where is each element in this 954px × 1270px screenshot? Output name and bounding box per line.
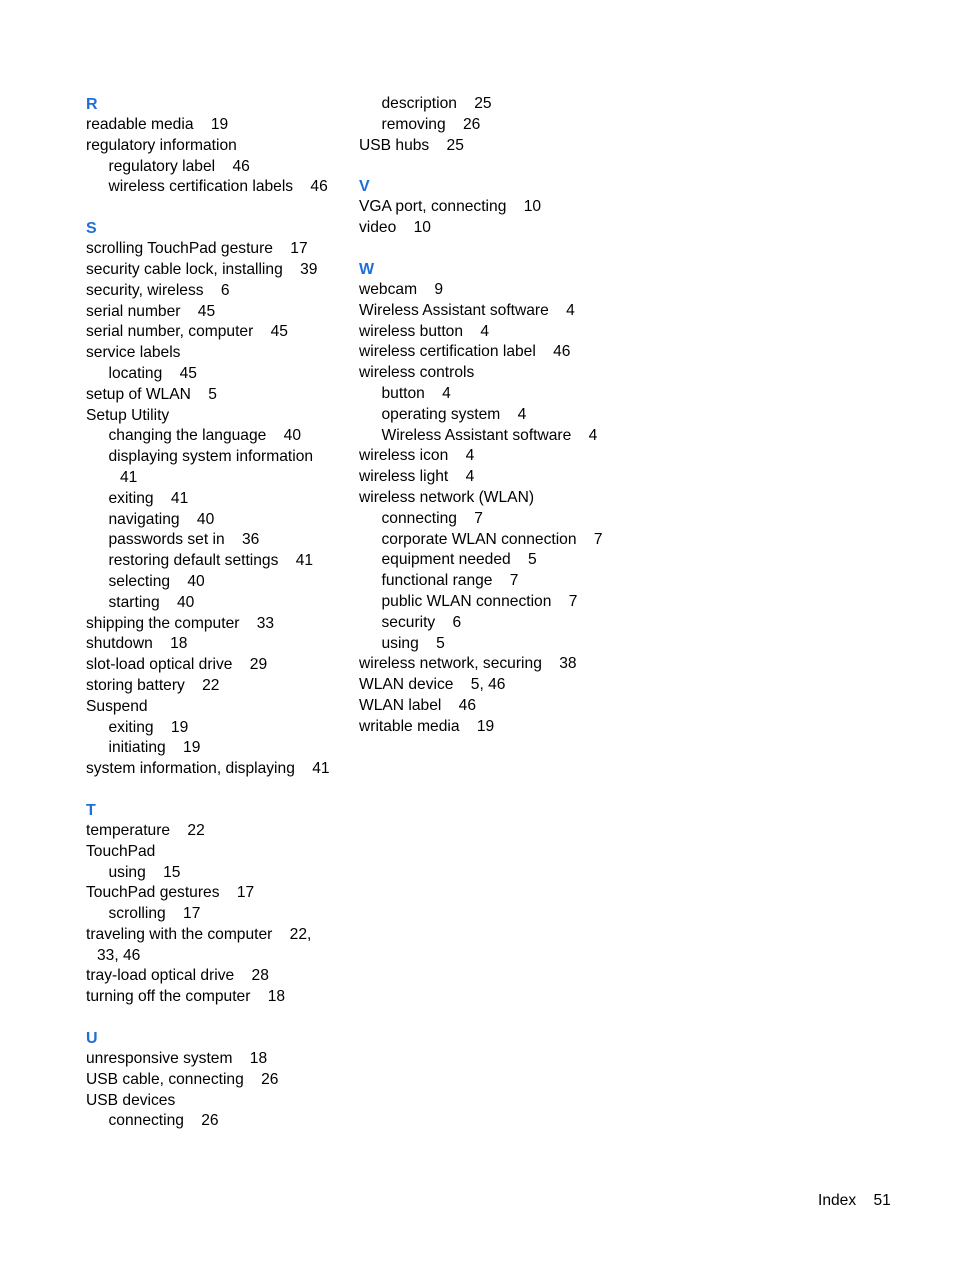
- section-letter-heading: S: [86, 220, 97, 238]
- index-subentry: public WLAN connection 7: [381, 592, 578, 610]
- index-entry: shutdown 18: [86, 635, 188, 653]
- index-entry: TouchPad: [86, 842, 156, 860]
- index-subentry: using 5: [381, 634, 445, 652]
- section-letter-heading: U: [86, 1030, 98, 1048]
- index-subentry: operating system 4: [381, 405, 527, 423]
- index-subentry: Wireless Assistant software 4: [381, 426, 598, 444]
- index-entry: security cable lock, installing 39: [86, 260, 318, 278]
- index-entry: storing battery 22: [86, 676, 220, 694]
- index-entry: serial number 45: [86, 302, 216, 320]
- index-entry: security, wireless 6: [86, 281, 230, 299]
- index-subentry: changing the language 40: [108, 427, 301, 445]
- index-entry: video 10: [359, 219, 431, 237]
- index-entry: tray-load optical drive 28: [86, 967, 269, 985]
- section-letter-heading: W: [359, 260, 375, 278]
- index-subentry: description 25: [381, 95, 492, 112]
- index-entry: 33, 46: [97, 946, 141, 964]
- page-number: 51: [873, 1192, 891, 1209]
- index-subentry: locating 45: [108, 364, 197, 382]
- index-section: [359, 176, 621, 239]
- index-entry: wireless icon 4: [359, 447, 475, 465]
- index-entry: serial number, computer 45: [86, 323, 288, 341]
- index-entry: USB cable, connecting 26: [86, 1070, 279, 1088]
- index-entry: slot-load optical drive 29: [86, 656, 268, 674]
- index-entry: service labels: [86, 344, 181, 362]
- index-subentry: security 6: [381, 613, 462, 631]
- section-letter-heading: R: [86, 96, 98, 113]
- index-subentry: restoring default settings 41: [108, 552, 314, 570]
- index-entry: traveling with the computer 22,: [86, 925, 312, 943]
- index-section: [359, 259, 621, 738]
- index-subentry: removing 26: [381, 115, 481, 133]
- index-entry: USB devices: [86, 1091, 176, 1109]
- index-subentry: scrolling 17: [108, 905, 201, 923]
- index-entry: wireless network, securing 38: [359, 655, 577, 673]
- footer-label: Index: [818, 1192, 857, 1209]
- index-entry: Setup Utility: [86, 406, 170, 424]
- index-subentry: using 15: [108, 863, 181, 881]
- index-subentry: passwords set in 36: [108, 531, 260, 549]
- index-subentry: button 4: [381, 384, 451, 402]
- index-section: [86, 94, 348, 198]
- index-subentry: exiting 19: [108, 718, 189, 736]
- index-subentry: regulatory label 46: [108, 157, 250, 175]
- index-entry: wireless light 4: [359, 468, 475, 486]
- index-subentry: connecting 26: [108, 1112, 219, 1130]
- index-section: [86, 218, 348, 780]
- index-entry: wireless controls: [359, 364, 475, 382]
- index-entry: temperature 22: [86, 821, 205, 839]
- section-letter-heading: V: [359, 178, 370, 196]
- index-entry: Suspend: [86, 697, 148, 715]
- index-entry: USB hubs 25: [359, 136, 464, 154]
- index-entry: webcam 9: [359, 280, 444, 298]
- index-entry: scrolling TouchPad gesture 17: [86, 240, 308, 258]
- index-section: [86, 1028, 348, 1132]
- index-subentry: 41: [120, 468, 138, 486]
- index-column-right: [359, 94, 621, 758]
- index-entry: turning off the computer 18: [86, 988, 286, 1006]
- index-subentry: initiating 19: [108, 739, 201, 757]
- index-subentry: displaying system information: [108, 448, 314, 466]
- index-entry: setup of WLAN 5: [86, 385, 217, 403]
- index-subentry: navigating 40: [108, 510, 215, 528]
- index-entry: TouchPad gestures 17: [86, 884, 255, 902]
- section-letter-heading: T: [86, 801, 96, 819]
- index-subentry: starting 40: [108, 593, 195, 611]
- index-entry: writable media 19: [359, 717, 495, 735]
- index-section: [359, 94, 621, 156]
- index-entry: VGA port, connecting 10: [359, 198, 542, 216]
- index-column-left: [86, 94, 348, 1152]
- index-entry: readable media 19: [86, 116, 229, 133]
- index-subentry: selecting 40: [108, 572, 205, 590]
- index-subentry: functional range 7: [381, 572, 519, 590]
- index-entry: wireless certification label 46: [359, 343, 571, 361]
- index-entry: regulatory information: [86, 136, 237, 154]
- index-entry: wireless button 4: [359, 322, 490, 340]
- index-section: [86, 800, 348, 1008]
- index-entry: WLAN device 5, 46: [359, 676, 506, 694]
- index-entry: shipping the computer 33: [86, 614, 275, 632]
- index-entry: WLAN label 46: [359, 696, 477, 714]
- index-subentry: connecting 7: [381, 509, 483, 527]
- index-subentry: exiting 41: [108, 489, 189, 507]
- page-footer: [818, 1191, 891, 1211]
- index-subentry: corporate WLAN connection 7: [381, 530, 603, 548]
- index-entry: wireless network (WLAN): [359, 488, 535, 506]
- index-subentry: equipment needed 5: [381, 551, 537, 569]
- index-entry: Wireless Assistant software 4: [359, 301, 575, 319]
- index-entry: unresponsive system 18: [86, 1050, 268, 1068]
- index-entry: system information, displaying 41: [86, 760, 330, 778]
- index-subentry: wireless certification labels 46: [108, 178, 328, 196]
